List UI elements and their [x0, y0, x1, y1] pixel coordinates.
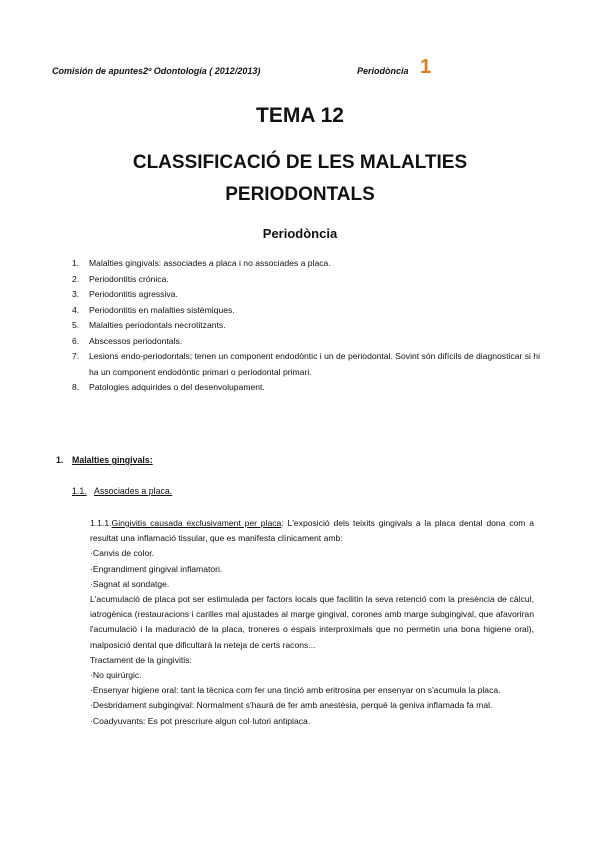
toc-item-text: Periodontitis en malalties sistèmiques.: [89, 304, 235, 315]
toc-item: [72, 272, 542, 288]
item-heading: Gingivitis causada exclusivament per placa: [111, 518, 282, 528]
header-subject: Periodòncia: [357, 66, 409, 76]
sign-line: ·Canvis de color.: [90, 548, 155, 559]
toc-item: [72, 318, 542, 334]
toc-item: [72, 349, 542, 380]
item-body: [90, 516, 534, 729]
toc-item-text: Abscessos periodontals.: [89, 335, 183, 346]
toc-item-text: Malalties periodontals necrotitzants.: [89, 320, 226, 330]
toc-item-text: Periodontitis agressiva.: [89, 289, 178, 299]
treatment-title: Tractament de la gingivitis:: [90, 654, 192, 665]
toc-item: [72, 380, 542, 396]
subsection-label: Associades a placa.: [94, 486, 173, 496]
toc-item-number: 8.: [72, 382, 80, 392]
tema-title: TEMA 12: [256, 104, 344, 127]
toc-item-number: 4.: [72, 304, 80, 315]
toc-item-text: Periodontitis crónica.: [89, 273, 169, 284]
page-header: [52, 58, 552, 82]
page-number: 1: [420, 56, 432, 78]
sign-line: ·Sagnat al sondatge.: [90, 578, 170, 589]
treatment-line: ·Coadyuvants: Es pot prescriure algun col·lutori antiplaca.: [90, 715, 311, 726]
main-title-line2: PERIODONTALS: [225, 184, 375, 205]
main-title: [0, 147, 600, 211]
section-number: 1.: [56, 455, 64, 465]
table-of-contents: [72, 256, 542, 396]
toc-item-number: 2.: [72, 273, 80, 284]
treatment-line: ·Desbridament subgingival: Normalment s'haurà de fer amb anestèsia, perquè la geniva inflamada fa mal.: [90, 700, 493, 711]
main-title-line1: CLASSIFICACIÓ DE LES MALALTIES: [132, 152, 468, 173]
toc-item: [72, 303, 542, 319]
subsection-heading: [72, 486, 172, 496]
item-intro: [90, 516, 534, 546]
subject-subtitle: Periodòncia: [262, 226, 338, 241]
toc-item-text: Malalties gingivals: associades a placa i no associades a placa.: [89, 258, 331, 268]
toc-item-number: 6.: [72, 335, 80, 346]
toc-item-text: Lesions endo-periodontals; tenen un component endodòntic i un de periodontal. Sovint són difícils de diagnosticar si hi ha un component endodòntic primari o periodontal primari.: [89, 351, 540, 377]
header-course: Comisión de apuntes2º Odontología ( 2012/2013): [52, 66, 261, 76]
plaque-paragraph: L'acumulació de placa pot ser estimulada per factors locals que facilitin la seva retenció com la presència de càlcul, iatrogènica (restauracions i carilles mal ajustades al marge gingival, corones amb marge subgingival, que afavoriran l'acumulació i la maduració de la placa, troneres o espais interproximals que no permetin una bona higiene oral), malposició dental que dificultarà la neteja de certs racons...: [90, 594, 534, 650]
item-number: 1.1.1.: [90, 518, 112, 528]
toc-item: [72, 256, 542, 272]
toc-item: [72, 287, 542, 303]
toc-item: [72, 334, 542, 350]
subsection-number: 1.1.: [72, 486, 87, 496]
sign-line: ·Engrandiment gingival inflamatori.: [90, 563, 223, 574]
treatment-line: ·No quirúrgic.: [90, 670, 142, 681]
section-heading: [56, 455, 153, 465]
item-intro-text: : L'exposició dels teixits gingivals a la placa dental dona com a resultat una inflamació tissular, que es manifesta clínicament amb:: [90, 518, 534, 544]
section-label: Malalties gingivals:: [72, 455, 153, 465]
toc-item-number: 1.: [72, 258, 80, 268]
toc-item-number: 7.: [72, 351, 80, 361]
toc-item-number: 5.: [72, 320, 80, 330]
toc-item-number: 3.: [72, 289, 80, 299]
treatment-line: ·Ensenyar higiene oral: tant la tècnica com fer una tinció amb eritrosina per ensenyar on s'acumula la placa.: [90, 685, 501, 696]
toc-item-text: Patologies adquirides o del desenvolupament.: [89, 382, 265, 392]
